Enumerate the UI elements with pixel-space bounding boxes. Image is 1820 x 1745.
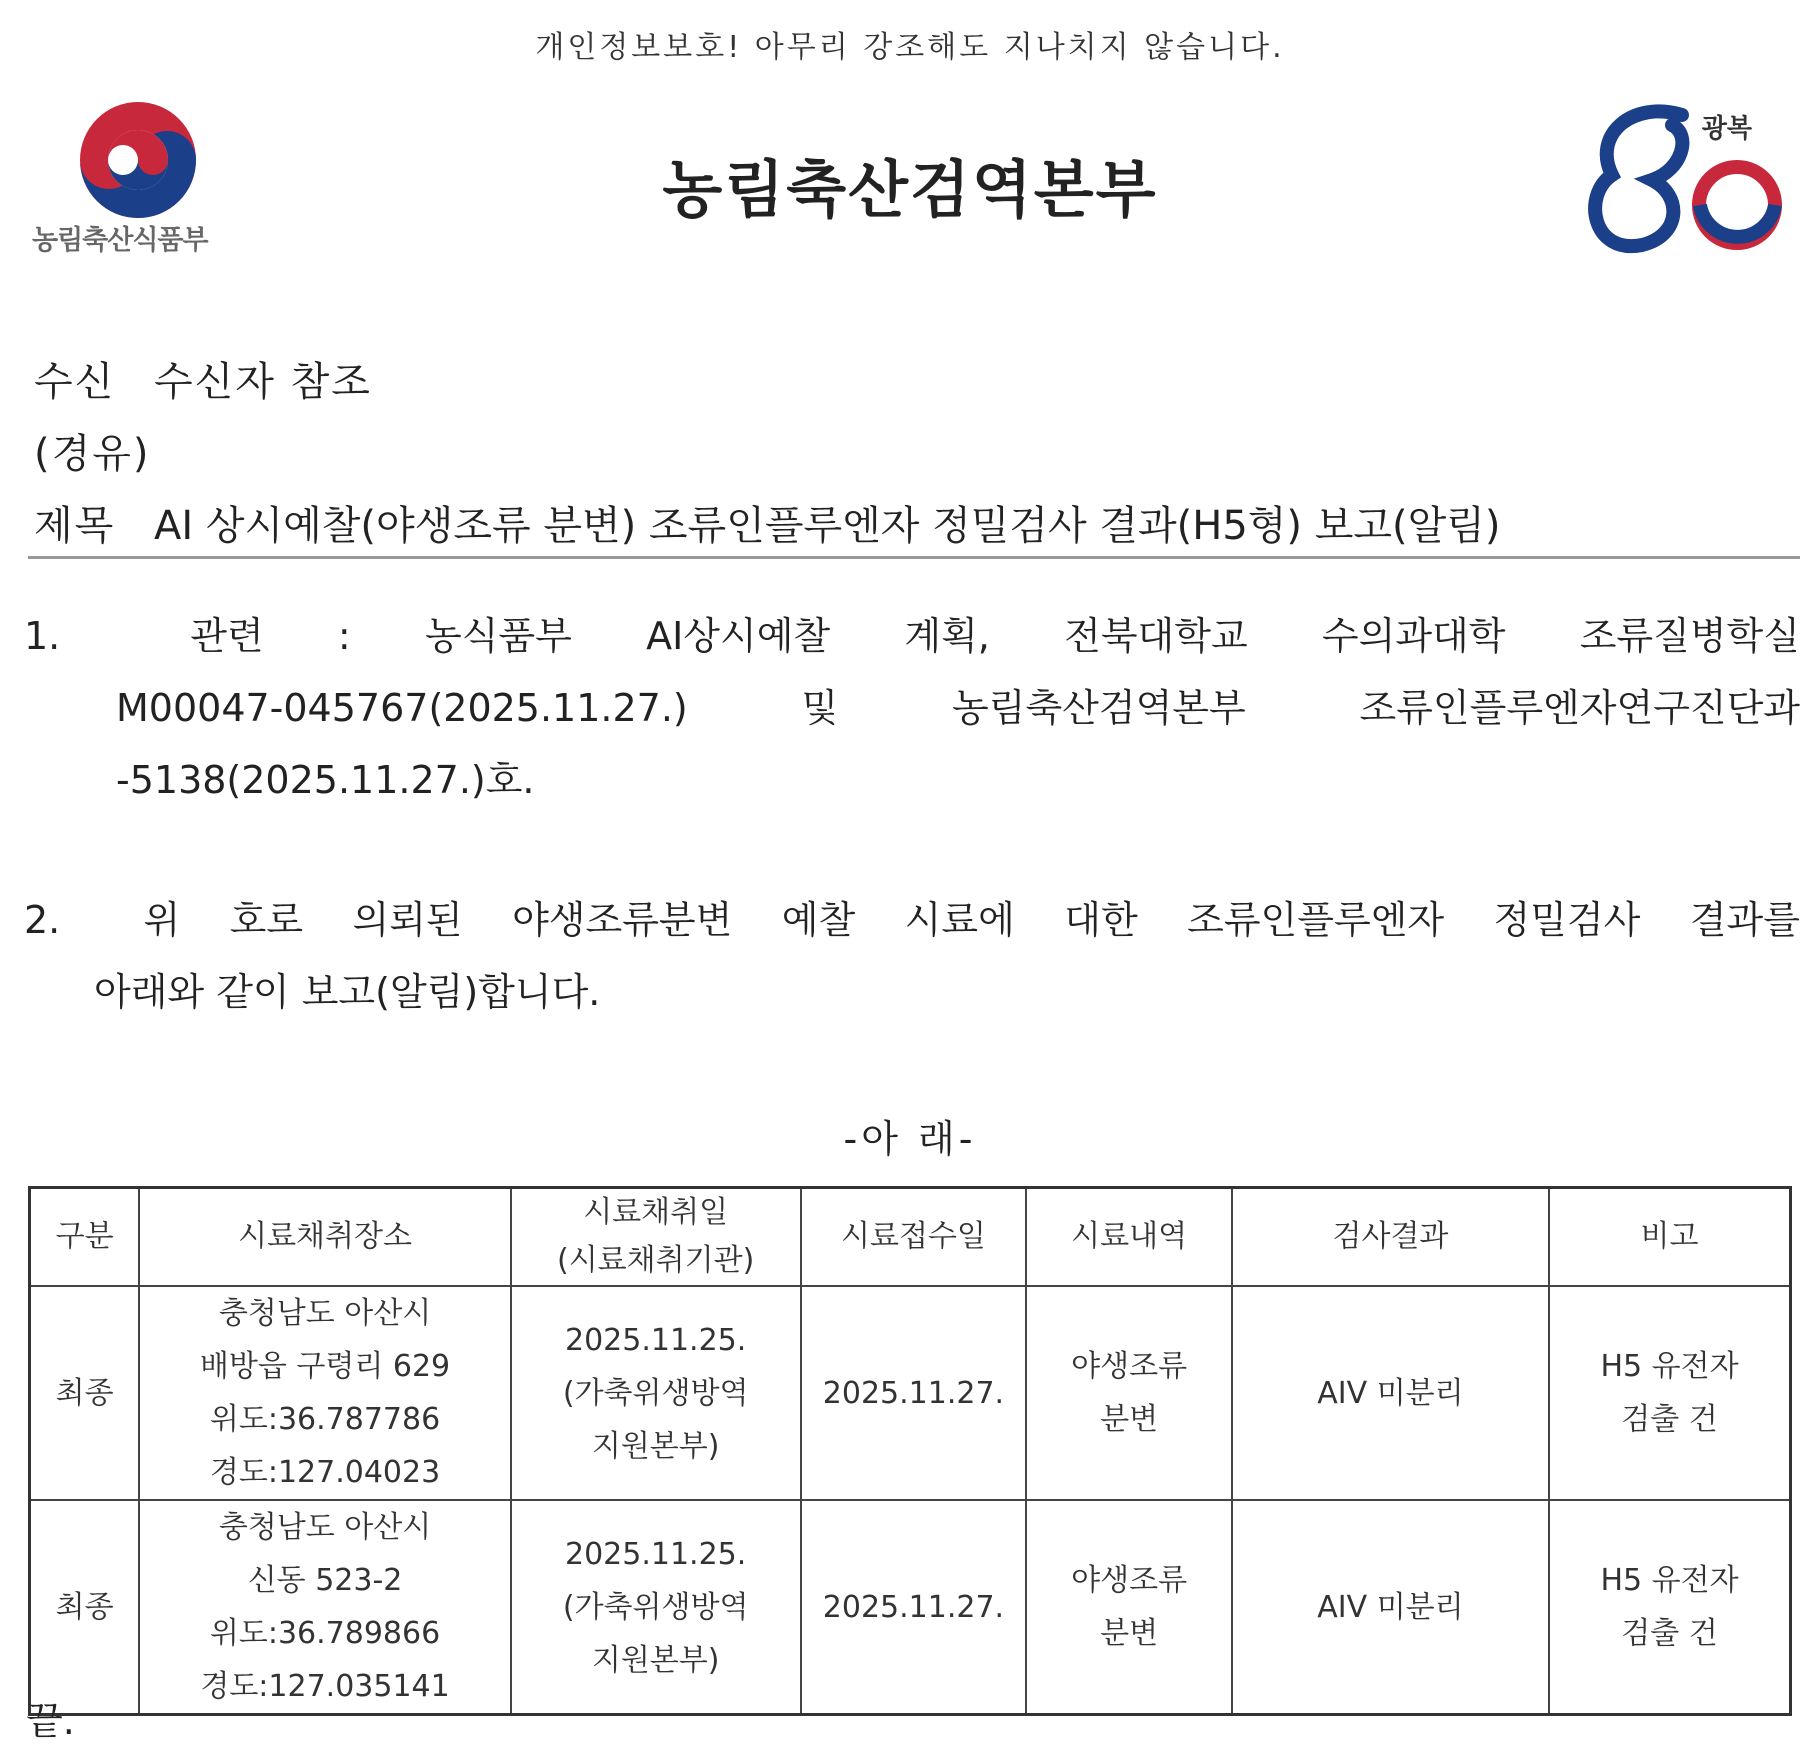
p1-word: AI상시예찰: [646, 614, 831, 658]
cell-sample: 야생조류 분변: [1026, 1286, 1231, 1500]
p1-word: 조류인플루엔자연구진단과: [1359, 686, 1800, 730]
end-mark: 끝.: [26, 1699, 75, 1743]
cell-note: H5 유전자 검출 건: [1549, 1500, 1790, 1715]
paragraph-1-line-3: -5138(2025.11.27.)호.: [116, 758, 535, 802]
header-category: 구분: [30, 1188, 140, 1287]
privacy-notice: 개인정보보호! 아무리 강조해도 지나치지 않습니다.: [535, 30, 1285, 65]
p2-word: 시료에: [904, 898, 1015, 942]
paragraph-2-line-2: 아래와 같이 보고(알림)합니다.: [94, 970, 601, 1014]
cell-result: AIV 미분리: [1232, 1500, 1549, 1715]
p1-word: 수의과대학: [1321, 614, 1506, 658]
paragraph-1-number: 1.: [24, 614, 61, 658]
p2-word: 정밀검사: [1493, 898, 1641, 942]
p2-word: 위: [143, 898, 181, 942]
p1-word: 및: [801, 686, 839, 730]
subject-value: AI 상시예찰(야생조류 분변) 조류인플루엔자 정밀검사 결과(H5형) 보고(알림): [154, 503, 1501, 549]
cell-received: 2025.11.27.: [801, 1286, 1027, 1500]
liberation-80th-anniversary-logo-icon: [1572, 95, 1792, 265]
p1-word: 농식품부: [424, 614, 572, 658]
subject-label: 제목: [34, 503, 116, 549]
recipient-line: [34, 350, 372, 407]
header-sample: 시료내역: [1026, 1188, 1231, 1287]
p1-word: :: [337, 614, 351, 658]
cell-note: H5 유전자 검출 건: [1549, 1286, 1790, 1500]
agency-title: 농림축산검역본부: [662, 153, 1158, 226]
table-row: [30, 1286, 1791, 1500]
p2-word: 의뢰된: [352, 898, 463, 942]
table-header-row: [30, 1188, 1791, 1287]
p1-word: M00047-045767(2025.11.27.): [116, 686, 688, 730]
p1-word: 관련: [190, 614, 264, 658]
paragraph-2-line-1: [24, 884, 1800, 956]
cell-collection: 2025.11.25. (가축위생방역 지원본부): [511, 1286, 801, 1500]
table-row: [30, 1500, 1791, 1715]
p2-word: 호로: [229, 898, 304, 942]
paragraph-1-line-2: [24, 672, 1800, 744]
p1-word: 조류질병학실: [1579, 614, 1800, 658]
header-result: 검사결과: [1232, 1188, 1549, 1287]
below-heading: -아 래-: [843, 1117, 977, 1161]
subject-line: [34, 494, 1501, 551]
header-location: 시료채취장소: [139, 1188, 511, 1287]
cell-category: 최종: [30, 1500, 140, 1715]
p2-word: 야생조류분변: [512, 898, 733, 942]
p2-word: 조류인플루엔자: [1187, 898, 1445, 942]
ministry-name: 농림축산식품부: [32, 225, 208, 256]
recipient-label: 수신: [34, 359, 116, 405]
anniversary-label: 광복: [1701, 114, 1752, 144]
via-line: (경유): [34, 431, 151, 477]
cell-category: 최종: [30, 1286, 140, 1500]
paragraph-2-number: 2.: [24, 898, 61, 942]
header-collection-date: 시료채취일 (시료채취기관): [511, 1188, 801, 1287]
recipient-value: 수신자 참조: [154, 359, 372, 405]
cell-result: AIV 미분리: [1232, 1286, 1549, 1500]
cell-sample: 야생조류 분변: [1026, 1500, 1231, 1715]
p1-word: 농림축산검역본부: [952, 686, 1246, 730]
paragraph-2: [24, 884, 1800, 1028]
paragraph-1: [24, 600, 1800, 816]
header-received-date: 시료접수일: [801, 1188, 1027, 1287]
cell-location: 충청남도 아산시 신동 523-2 위도:36.789866 경도:127.035141: [139, 1500, 511, 1715]
p2-word: 결과를: [1689, 898, 1800, 942]
header-note: 비고: [1549, 1188, 1790, 1287]
cell-collection: 2025.11.25. (가축위생방역 지원본부): [511, 1500, 801, 1715]
p2-word: 예찰: [781, 898, 856, 942]
p2-word: 대한: [1064, 898, 1138, 942]
p1-word: 계획,: [904, 614, 990, 658]
results-table: [28, 1186, 1792, 1716]
p1-word: 전북대학교: [1064, 614, 1248, 658]
cell-location: 충청남도 아산시 배방읍 구령리 629 위도:36.787786 경도:127.04023: [139, 1286, 511, 1500]
subject-divider: [28, 556, 1800, 559]
cell-received: 2025.11.27.: [801, 1500, 1027, 1715]
paragraph-1-line-1: [24, 600, 1800, 672]
